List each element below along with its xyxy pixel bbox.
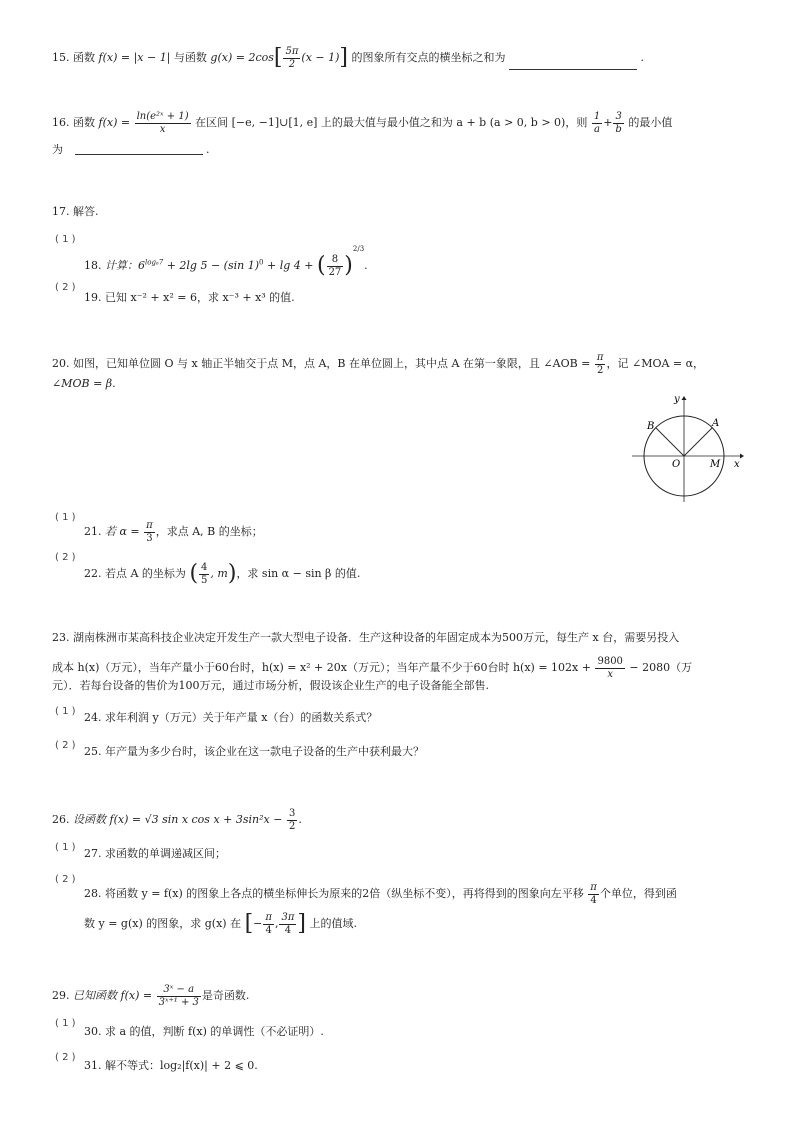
sub-question-mark: ( 2 ) (55, 740, 76, 751)
answer-blank[interactable] (75, 144, 203, 155)
fraction: $\frac{\text{3ˣ − a}}{\text{3ˣ⁺¹ + 3}}$ (158, 984, 199, 1008)
question-30 (84, 1026, 324, 1037)
question-end: . (298, 813, 302, 826)
question-15 (52, 46, 644, 70)
exponent: 2/3 (352, 245, 365, 253)
formula: 已知函数 f(x) = (73, 989, 153, 1002)
question-26 (52, 808, 302, 832)
question-text: 求年利润 y（万元）关于年产量 x（台）的函数关系式？ (105, 711, 378, 724)
question-number: 19. (84, 291, 102, 304)
question-text: − 2080（万 (629, 661, 693, 674)
fraction: $\frac{\pi}{3}$ (146, 520, 153, 544)
bracket-right: ] (297, 911, 306, 936)
fraction: $\frac{5\pi}{2}$ (285, 46, 299, 70)
question-text: 元）．若每台设备的售价为100万元，通过市场分析，假设该企业生产的电子设备能全部售. (52, 679, 489, 692)
question-24 (84, 712, 377, 723)
question-text: 与函数 (173, 51, 207, 64)
sub-question-mark: ( 1 ) (55, 706, 76, 717)
question-29 (52, 984, 249, 1008)
formula: f(x) = (98, 116, 131, 129)
fraction: $\frac{1}{a}$ (593, 111, 601, 135)
question-23-line2 (52, 656, 692, 680)
fraction: $\frac{3\pi}{4}$ (281, 912, 295, 936)
question-text: 求 a 的值，判断 f(x) 的单调性（不必证明）. (105, 1025, 324, 1038)
question-number: 31. (84, 1059, 102, 1072)
label-a: A (712, 418, 720, 429)
paren-left: ( (189, 561, 199, 586)
segment-ob (656, 428, 684, 456)
question-31 (84, 1060, 258, 1071)
label-o: O (672, 459, 681, 470)
question-27 (84, 848, 226, 859)
sub-question-mark: ( 2 ) (55, 282, 76, 293)
question-text: 在区间 [−e, −1]∪[1, e] 上的最大值与最小值之和为 a + b (a > 0, b > 0)，则 (195, 116, 588, 129)
fraction: $\frac{3}{2}$ (288, 808, 296, 832)
y-axis-arrow (682, 396, 687, 400)
sub-question-mark: ( 2 ) (55, 874, 76, 885)
question-text: 求函数的单调递减区间； (105, 847, 226, 860)
question-number: 30. (84, 1025, 102, 1038)
formula: 若 α = (105, 525, 140, 538)
x-axis-arrow (740, 454, 744, 459)
formula: + 2lg 5 − (sin 1) (163, 259, 260, 272)
question-number: 18. (84, 259, 102, 272)
question-text: 上的值域. (309, 917, 357, 930)
paren-left: ( (316, 253, 326, 278)
question-20 (52, 352, 704, 376)
question-17 (52, 206, 99, 217)
question-23-line3 (52, 680, 489, 691)
question-16 (52, 111, 672, 135)
sub-question-mark: ( 2 ) (55, 1052, 76, 1063)
question-text: 的最小值 (628, 116, 673, 129)
fraction: $\frac{9800}{x}$ (597, 656, 623, 680)
question-text: ，记 ∠MOA = α， (606, 357, 705, 370)
sub-question-mark: ( 2 ) (55, 552, 76, 563)
question-25 (84, 746, 424, 757)
label-b: B (647, 421, 655, 432)
question-number: 29. (52, 989, 70, 1002)
fraction: $\frac{\pi}{4}$ (590, 882, 597, 906)
label-y: y (674, 394, 680, 405)
question-text: 解不等式：log₂|f(x)| + 2 ⩽ 0. (105, 1059, 258, 1072)
question-number: 27. (84, 847, 102, 860)
question-text: 函数 (73, 116, 95, 129)
question-20-line2 (52, 378, 116, 389)
paren-right: ) (227, 561, 237, 586)
formula: 设函数 f(x) = √3 sin x cos x + 3sin²x − (73, 813, 283, 826)
bracket-right: ] (339, 45, 348, 70)
fraction: $\frac{\text{ln(e²ˣ + 1)}}{x}$ (136, 111, 189, 135)
question-end: . (640, 51, 644, 64)
question-text: 的图象所有交点的横坐标之和为 (351, 51, 506, 64)
question-19 (84, 292, 295, 303)
sub-question-mark: ( 1 ) (55, 512, 76, 523)
question-23 (52, 632, 679, 643)
sub-question-mark: ( 1 ) (55, 1018, 76, 1029)
question-text: ，求点 A, B 的坐标； (155, 525, 263, 538)
question-text: 若点 A 的坐标为 (105, 567, 186, 580)
question-18 (84, 246, 368, 278)
formula: f(x) = |x − 1| (98, 51, 171, 64)
question-28 (84, 882, 677, 906)
question-number: 25. (84, 745, 102, 758)
fraction: $\frac{8}{27}$ (328, 254, 342, 278)
formula: g(x) = 2cos (210, 51, 274, 64)
fraction: $\frac{\pi}{4}$ (265, 912, 272, 936)
formula: (x − 1) (301, 51, 340, 64)
bracket-left: [ (273, 45, 283, 70)
question-number: 22. (84, 567, 102, 580)
question-22 (84, 562, 360, 586)
question-text: 函数 (73, 51, 95, 64)
question-number: 20. (52, 357, 70, 370)
sub-question-mark: ( 1 ) (55, 234, 76, 245)
label-x: x (734, 459, 740, 470)
formula: + lg 4 + (263, 259, 314, 272)
unit-circle-figure (628, 392, 748, 504)
fraction: $\frac{4}{5}$ (201, 562, 208, 586)
question-16-line2 (52, 144, 210, 155)
fraction: $\frac{3}{b}$ (615, 111, 622, 135)
question-text: 个单位，得到函 (599, 887, 677, 900)
fraction: $\frac{\pi}{2}$ (596, 352, 604, 376)
plus-sign: + (603, 116, 613, 129)
question-end: . (206, 143, 210, 156)
question-28-line2: 数 y = g(x) 的图象，求 g(x) 在 [− $\frac{\pi}{4}$ , $\frac{3\pi}{4}$ ] 上的值域. (84, 911, 357, 936)
segment-oa (684, 428, 712, 456)
question-number: 15. (52, 51, 70, 64)
formula: , m (210, 567, 228, 580)
question-text: 成本 h(x)（万元），当年产量小于60台时，h(x) = x² + 20x（万元）；当年产量不少于60台时 h(x) = 102x + (52, 661, 591, 674)
question-text: 数 y = g(x) 的图象，求 g(x) 在 (84, 917, 242, 930)
formula: 计算：6 (105, 259, 145, 272)
question-text: 年产量为多少台时，该企业在这一款电子设备的生产中获利最大？ (105, 745, 424, 758)
question-text: 是奇函数. (201, 989, 250, 1002)
question-number: 17. (52, 205, 70, 218)
label-m: M (710, 459, 721, 470)
exponent: log₆7 (145, 258, 164, 267)
bracket-left: [ (244, 911, 254, 936)
question-number: 21. (84, 525, 102, 538)
question-text: 湖南株洲市某高科技企业决定开发生产一款大型电子设备．生产这种设备的年固定成本为500万元，每生产 x 台，需要另投入 (73, 631, 680, 644)
question-number: 16. (52, 116, 70, 129)
question-text: ，求 sin α − sin β 的值. (236, 567, 361, 580)
exponent: 0 (259, 258, 264, 267)
question-text: 解答. (73, 205, 99, 218)
sub-question-mark: ( 1 ) (55, 842, 76, 853)
formula: ∠MOB = β. (52, 377, 116, 390)
question-text: 已知 x⁻² + x² = 6，求 x⁻³ + x³ 的值. (105, 291, 295, 304)
question-text: 如图，已知单位圆 O 与 x 轴正半轴交于点 M，点 A，B 在单位圆上，其中点 A 在第一象限，且 ∠AOB = (73, 357, 591, 370)
question-end: . (364, 259, 368, 272)
answer-blank[interactable] (509, 59, 637, 70)
question-21 (84, 520, 263, 544)
paren-right: ) (344, 253, 353, 278)
question-text: 将函数 y = f(x) 的图象上各点的横坐标伸长为原来的2倍（纵坐标不变），再将得到的图象向左平移 (105, 887, 584, 900)
question-text: 为 (52, 143, 63, 156)
question-number: 28. (84, 887, 102, 900)
question-number: 24. (84, 711, 102, 724)
question-number: 23. (52, 631, 70, 644)
question-number: 26. (52, 813, 70, 826)
